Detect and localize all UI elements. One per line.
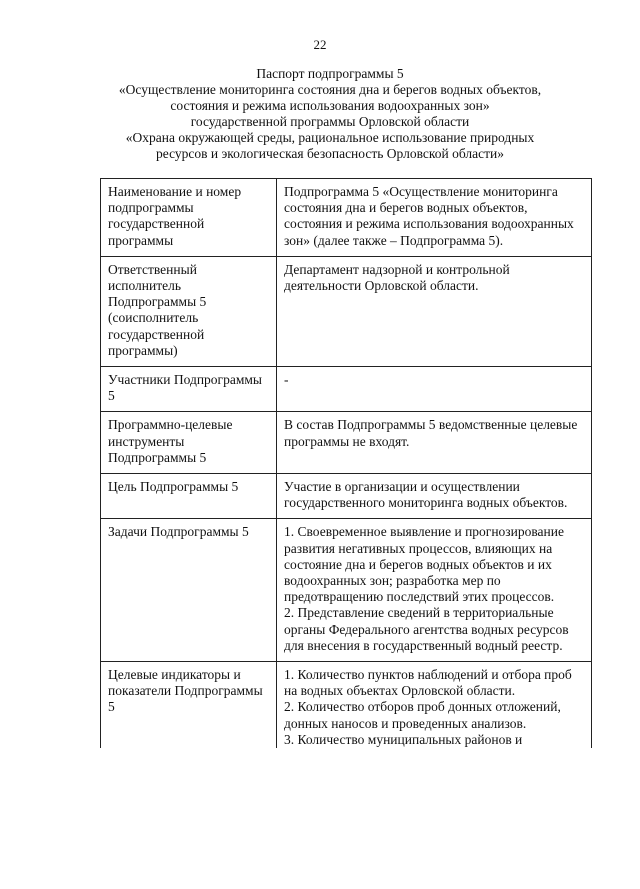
row-value-text: Департамент надзорной и контрольной деятельности Орловской области.: [284, 261, 510, 294]
row-value-text: 2. Представление сведений в территориальные органы Федерального агентства водных ресурсов для внесения в государственный водный реестр.: [284, 605, 569, 653]
passport-table: [100, 178, 592, 748]
row-value-text: 1. Количество пунктов наблюдений и отбора проб на водных объектах Орловской области.: [284, 667, 572, 699]
row-value-text: -: [284, 372, 289, 388]
row-value: [277, 519, 592, 662]
table-row: [101, 179, 592, 257]
title-line: государственной программы Орловской области: [190, 114, 470, 129]
table-row: [101, 256, 592, 366]
title-line: «Охрана окружающей среды, рациональное использование природных: [125, 130, 535, 145]
title-line: Паспорт подпрограммы 5: [256, 66, 404, 81]
row-value: [277, 256, 592, 366]
row-value-text: 3. Количество муниципальных районов и: [284, 731, 523, 747]
title-line: ресурсов и экологическая безопасность Орловской области»: [155, 146, 504, 161]
row-value: [277, 179, 592, 257]
row-value: [277, 662, 592, 749]
table-row: [101, 662, 592, 749]
row-label: Наименование и номер подпрограммы государственной программы: [101, 179, 277, 257]
row-value: [277, 367, 592, 412]
title-line: состояния и режима использования водоохранных зон»: [170, 98, 490, 113]
row-value: [277, 412, 592, 474]
row-label: Задачи Подпрограммы 5: [101, 519, 277, 662]
row-value-text: 1. Своевременное выявление и прогнозирование развития негативных процессов, влияющих на состояние дна и берегов водных объектов и их водоохранных зон; разработка мер по предотвращению последствий этих процессов.: [284, 524, 564, 605]
page-number: 22: [313, 37, 327, 52]
table-row: [101, 367, 592, 412]
table-row: [101, 519, 592, 662]
row-label: Цель Подпрограммы 5: [101, 474, 277, 519]
row-label: Программно-целевые инструменты Подпрограммы 5: [101, 412, 277, 474]
row-label: Участники Подпрограммы 5: [101, 367, 277, 412]
row-value-text: 2. Количество отборов проб донных отложений, донных наносов и проведенных анализов.: [284, 699, 561, 731]
row-value-text: Участие в организации и осуществлении государственного мониторинга водных объектов.: [284, 479, 568, 511]
table-row: [101, 474, 592, 519]
row-value-text: Подпрограмма 5 «Осуществление мониторинга состояния дна и берегов водных объектов, состояния и режима использования водоохранных зон» (далее также – Подпрограмма 5).: [284, 184, 574, 248]
row-value-text: В состав Подпрограммы 5 ведомственные целевые программы не входят.: [284, 417, 578, 449]
row-label: Целевые индикаторы и показатели Подпрограммы 5: [101, 662, 277, 749]
row-label: Ответственный исполнитель Подпрограммы 5 (соисполнитель государственной программы): [101, 256, 277, 366]
table-row: [101, 412, 592, 474]
document-title: [80, 66, 580, 162]
row-value: [277, 474, 592, 519]
title-line: «Осуществление мониторинга состояния дна и берегов водных объектов,: [118, 82, 542, 97]
